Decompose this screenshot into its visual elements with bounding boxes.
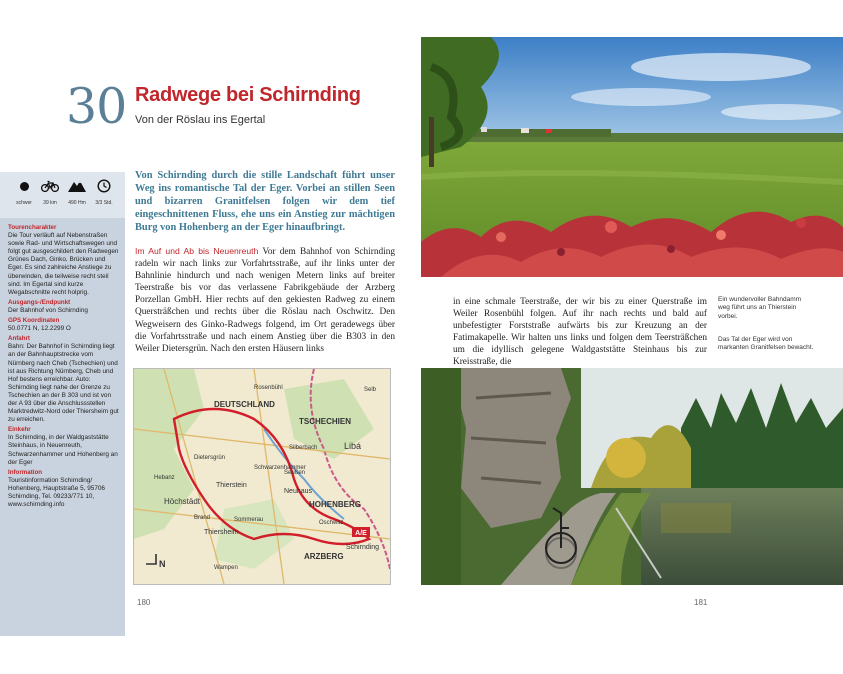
map-label: DEUTSCHLAND xyxy=(214,400,275,409)
photo-meadow xyxy=(421,37,843,277)
information-text: Touristinformation Schirnding/ Hohenberg, Hauptstraße 5, 95706 Schirnding, Tel. 09233/771 10, www.schirnding.info xyxy=(8,476,105,509)
character-section xyxy=(8,224,120,297)
map-label: Wampen xyxy=(214,565,238,571)
character-text: Die Tour verläuft auf Nebenstraßen sowie Rad- und Wirtschaftswegen und folgt gut ausgeschildert den Radwegen Grünes Dach, Ginko, Brücken und Eger. Es sind zahlreiche Anstiege zu überwinden, die teilweise recht steil sind. Im Egertal sind kurze Wegabschnitte recht holprig. xyxy=(8,232,119,296)
stops-section xyxy=(8,426,120,466)
difficulty-stat xyxy=(13,178,35,206)
duration-value: 3/3 Std. xyxy=(95,200,113,206)
body-left-text: Vor dem Bahnhof von Schirnding radeln wir nach links zur Vorfahrtsstraße, auf ihr links unter der Bahnlinie hindurch und nach wenigen Metern links auf breiter Teerstraße bis vor das verlassene Fabrikgebäude der Arzberg Porzellan GmbH. Hier rechts auf den gekiesten Radweg zu einem Quersträßchen und rechts über die Röslau nach Oschwitz. Den Wegweisern des Ginko-Radwegs folgend, im Ort geradewegs über die Vorfahrtsstraße und nach einem Anstieg über die B303 in den Weiler Dietersgrün. Nach den ersten Häusern links xyxy=(135,247,396,354)
tour-info-sidebar xyxy=(0,172,125,636)
gps-section xyxy=(8,317,120,333)
map-label: Rosenbühl xyxy=(254,385,283,391)
clock-icon xyxy=(97,179,111,193)
map-label: Hebanz xyxy=(154,475,175,481)
stops-heading: Einkehr xyxy=(8,426,31,434)
map-label: TSCHECHIEN xyxy=(299,417,352,426)
stops-text: In Schirnding, in der Waldgaststätte Steinhaus, in Neuenreuth, Schwarzenhammer und Hohenberg an der Eger xyxy=(8,434,118,466)
difficulty-dot-icon xyxy=(20,182,29,191)
arrival-section xyxy=(8,335,120,424)
caption-meadow: Ein wundervoller Bahndamm weg führt uns an Thierstein vorbei. xyxy=(718,296,802,320)
information-heading: Information xyxy=(8,468,43,476)
tour-details xyxy=(8,224,120,511)
chapter-number: 30 xyxy=(66,78,127,135)
section-lead: Im Auf und Ab bis Neuenreuth xyxy=(135,246,259,256)
intro-paragraph: Von Schirnding durch die stille Landschaft führt unser Weg ins romantische Tal der Eger. Vorbei an stillen Seen und bizarren Granitfelsen folgen wir dem tief eingeschnittenen Fluss, ehe uns ein Anstieg zur mächtigen Burg von Hohenberg an der Eger hinaufbringt. xyxy=(135,170,395,233)
map-label: Dietersgrün xyxy=(194,455,226,461)
start-end-badge-text: A/E xyxy=(355,530,367,537)
map-label: Silberbach xyxy=(289,445,318,451)
north-label: N xyxy=(159,559,166,569)
map-label: Seußen xyxy=(284,470,306,476)
map-label: Libá xyxy=(344,441,362,451)
chapter-title: Radwege bei Schirnding xyxy=(135,84,361,106)
arrival-heading: Anfahrt xyxy=(8,335,30,343)
map-label: Höchstädt xyxy=(164,497,201,506)
elevation-stat xyxy=(66,178,88,206)
start-heading: Ausgangs-/Endpunkt xyxy=(8,298,71,306)
character-heading: Tourencharakter xyxy=(8,224,57,231)
bicycle-icon xyxy=(41,180,59,192)
distance-value: 39 km xyxy=(43,200,57,206)
duration-stat xyxy=(93,178,115,206)
gps-heading: GPS Koordinaten xyxy=(8,317,60,325)
map-label: Thiersheim xyxy=(204,529,239,536)
map-label: Schirnding xyxy=(346,544,380,551)
map-label: Neuhaus xyxy=(284,488,313,495)
elevation-value: 490 Hm xyxy=(68,200,86,206)
map-label: Selb xyxy=(364,387,377,393)
caption-river: Das Tal der Eger wird von markanten Granitfelsen bewacht. xyxy=(718,336,814,352)
information-section xyxy=(8,469,120,509)
map-label: ARZBERG xyxy=(304,552,344,561)
body-text-right: in eine schmale Teerstraße, der wir bis zu einer Querstraße im Weiler Rosenbühl folgen. Auf ihr nach rechts und bald auf unbefestigter Forststraße aufwärts bis zur Kreuzung an der Fatimakapelle. Wir halten uns links und folgen dem Teersträßchen um die idyllisch gelegene Waldgaststätte Steinhaus bis zur Kreisstraße, die xyxy=(453,297,707,368)
gps-text: 50.0771 N, 12.2299 O xyxy=(8,325,71,333)
arrival-text: Bahn: Der Bahnhof in Schirnding liegt an der Bahnhauptstrecke vom Nürnberg nach Cheb (Tschechien) und ist aus Richtung Nürnberg, Cheb und Hof bestens erreichbar. Auto: Schirnding liegt nahe der Grenze zu Tschechien an der B 303 und ist von der A 93 über die Anschlussstellen Marktredwitz-Nord oder Thiersheim gut zu erreichen. xyxy=(8,343,119,424)
difficulty-value: schwer xyxy=(16,200,32,206)
map-label: Schwarzenhammer xyxy=(254,465,306,471)
map-label: Brand xyxy=(194,515,211,521)
mountain-icon xyxy=(68,180,86,192)
body-text-left xyxy=(135,245,395,355)
map-label: Sommerau xyxy=(234,517,264,523)
page-number-right: 181 xyxy=(694,598,708,607)
map-label: HOHENBERG xyxy=(309,500,362,509)
start-text: Der Bahnhof von Schirnding xyxy=(8,306,88,314)
map-label: Oschwitz xyxy=(319,520,344,526)
page-number-left: 180 xyxy=(137,598,151,607)
map-label: Thierstein xyxy=(216,482,247,489)
chapter-subtitle: Von der Röslau ins Egertal xyxy=(135,114,266,126)
photo-river xyxy=(421,368,843,585)
start-section xyxy=(8,299,120,315)
distance-stat xyxy=(39,178,61,206)
route-map xyxy=(133,368,391,585)
tour-stats-row xyxy=(0,172,125,218)
